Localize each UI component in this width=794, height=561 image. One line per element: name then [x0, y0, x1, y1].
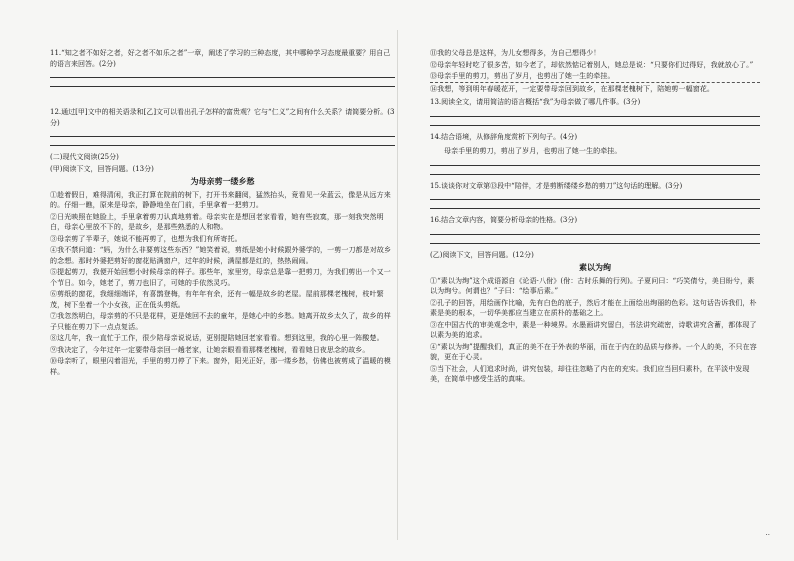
- question-13: 13.阅读全文，请用简洁的语言概括“我”为母亲做了哪几件事。(3分): [430, 98, 641, 106]
- question-14-quote: 母亲手里的剪刀，剪出了岁月，也剪出了她一生的牵挂。: [444, 147, 622, 155]
- answer-line: [430, 116, 760, 117]
- paragraph: ③母亲剪了半辈子，她说不能再剪了，也想为我们有所寄托。: [50, 234, 242, 243]
- paragraph: ⑦我忽然明白，母亲剪的不只是花样，更是她回不去的童年，是她心中的乡愁。她离开故乡太久了，故乡的样子只能在剪刀下一点点复活。: [50, 312, 391, 331]
- answer-line: [430, 174, 760, 175]
- page-fold-divider: [397, 30, 398, 540]
- question-12: 12.通过[甲]文中的相关语录和[乙]文可以看出孔子怎样的富贵观？它与“仁义”之间有什么关系？请简要分析。(3分): [50, 108, 395, 127]
- answer-line: [50, 86, 395, 87]
- answer-line: [430, 199, 760, 200]
- paragraph: ③在中国古代的审美观念中，素是一种境界。水墨画讲究留白，书法讲究疏密，诗歌讲究含蓄，都体现了以素为美的追求。: [430, 320, 757, 339]
- answer-line: [430, 243, 760, 244]
- paragraph: ②日光映照在她脸上，手里拿着剪刀认真地剪着。母亲实在是想回老家看看，她有些寂寞，那一刻我突然明白，母亲心里放不下的，是故乡，是那些熟悉的人和物。: [50, 212, 384, 231]
- section-heading: (乙)阅读下文，回答问题。(12分): [430, 250, 534, 259]
- article-title: 素以为绚: [579, 262, 611, 272]
- paragraph: ①趁着假日，难得清闲，我正打算在院前的树下，打开书来翻阅，猛然抬头，竟看见一朵蓝云，像是从远方来的。仔细一瞧，原来是母亲，静静地坐在门前，手里拿着一把剪刀。: [50, 190, 391, 209]
- section-sub-heading: (甲)阅读下文，回答问题。(13分): [50, 164, 154, 173]
- answer-line: [50, 145, 395, 146]
- paragraph: ②孔子的回答，用绘画作比喻，先有白色的底子，然后才能在上面绘出绚丽的色彩。这句话告诉我们，朴素是美的根本，一切华美都应当建立在质朴的基础之上。: [430, 298, 757, 317]
- question-15: 15.谈谈你对文章第⑬段中“陪伴，才是剪断缕缕乡愁的剪刀”这句话的理解。(3分): [430, 181, 683, 190]
- answer-line: [430, 165, 760, 166]
- paragraph: ⑭我想，等到明年春暖花开，一定要带母亲回到故乡，在那棵老槐树下，陪她剪一幅窗花。: [430, 84, 714, 93]
- paragraph: ①“素以为绚”这个成语源自《论语·八佾》(佾：古时乐舞的行列)。子夏问曰：“巧笑倩兮，美目盼兮，素以为绚兮。何谓也？”子曰：“绘事后素。”: [430, 276, 755, 295]
- answer-line: [430, 208, 760, 209]
- paragraph: ⑧这几年，我一直忙于工作，很少陪母亲说说话，更别提陪她回老家看看。想到这里，我的心里一阵酸楚。: [50, 334, 384, 342]
- paragraph: ④我不禁问道：“妈，为什么非要剪这些东西？”她笑着说，剪纸是她小时候跟外婆学的，一剪一刀都是对故乡的念想。那时外婆把剪好的窗花贴满窗户，过年的时候，满屋都是红的，热热闹闹。: [50, 246, 392, 265]
- paragraph: ⑥剪纸的窗花，我细细端详，有喜鹊登梅，有年年有余，还有一幅是故乡的老屋。屋前那棵老槐树，枝叶繁茂，树下坐着一个小女孩，正在低头剪纸。: [50, 290, 384, 309]
- answer-line: [50, 77, 395, 78]
- left-column: [50, 48, 395, 378]
- section-heading: (二)现代文阅读(25分): [50, 153, 119, 161]
- answer-line: [430, 125, 760, 126]
- paragraph: ⑫母亲年轻时吃了很多苦，如今老了，却依然惦记着别人，她总是说：“只要你们过得好，我就放心了。”: [430, 60, 754, 69]
- paragraph: ⑪我的父母总是这样，为儿女想得多，为自己想得少！: [430, 49, 601, 57]
- right-column: [430, 48, 760, 386]
- paragraph: ⑤提起剪刀，我便开始回想小时候母亲的样子。那些年，家里穷，母亲总是靠一把剪刀，为我们剪出一个又一个节日。如今，她老了，剪刀也旧了，可她的手依然灵巧。: [50, 268, 391, 287]
- paragraph: ⑩母亲听了，眼里闪着泪光，手里的剪刀停了下来。窗外，阳光正好，那一缕乡愁，仿佛也被剪成了温暖的模样。: [50, 357, 391, 376]
- paragraph: ④“素以为绚”提醒我们，真正的美不在于外表的华丽，而在于内在的品质与修养。一个人的美，不只在容貌，更在于心灵。: [430, 342, 757, 361]
- question-14: 14.结合语境，从修辞角度赏析下列句子。(4分): [430, 132, 578, 141]
- paragraph: ⑨我决定了，今年过年一定要带母亲回一趟老家，让她亲眼看看那棵老槐树，看看她日夜思念的故乡。: [50, 345, 370, 354]
- answer-line: [430, 234, 760, 235]
- spacer: [50, 89, 395, 107]
- page-mark: ··: [765, 531, 770, 539]
- paragraph: ⑤当下社会，人们追求时尚，讲究包装，却往往忽略了内在的充实。我们应当回归素朴，在平淡中发现美，在简单中感受生活的真味。: [430, 364, 750, 383]
- paragraph-highlighted: ⑬母亲手里的剪刀，剪出了岁月，也剪出了她一生的牵挂。: [430, 71, 760, 83]
- answer-line: [50, 136, 395, 137]
- question-16: 16.结合文章内容，简要分析母亲的性格。(3分): [430, 216, 578, 224]
- article-title: 为母亲剪一缕乡愁: [190, 176, 255, 186]
- question-11: 11.“知之者不如好之者，好之者不如乐之者”一章，阐述了学习的三种态度，其中哪种学习态度最重要？用自己的语言来回答。(2分): [50, 49, 391, 68]
